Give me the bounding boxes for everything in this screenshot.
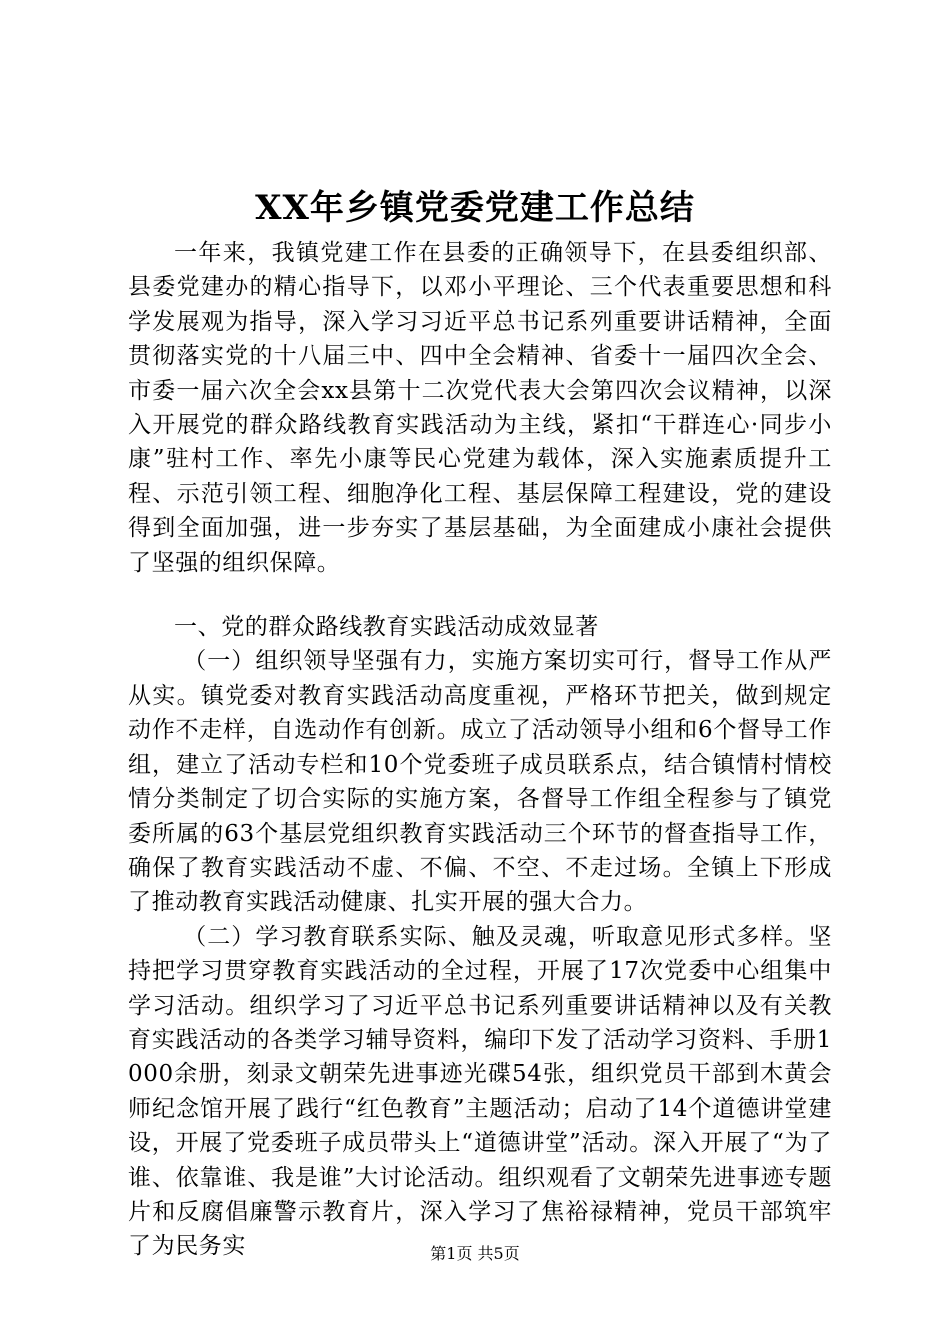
document-title: XX年乡镇党委党建工作总结 bbox=[255, 188, 695, 228]
intro-paragraph: 一年来，我镇党建工作在县委的正确领导下，在县委组织部、县委党建办的精心指导下，以邓小平理论、三个代表重要思想和科学发展观为指导，深入学习习近平总书记系列重要讲话精神，全面贯彻落实党的十八届三中、四中全会精神、省委十一届四次全会、市委一届六次全会xx县第十二次党代表大会第四次会议精神，以深入开展党的群众路线教育实践活动为主线，紧扣“干群连心·同步小康”驻村工作、率先小康等民心党建为载体，深入实施素质提升工程、示范引领工程、细胞净化工程、基层保障工程建设，党的建设得到全面加强，进一步夯实了基层基础，为全面建成小康社会提供了坚强的组织保障。 bbox=[128, 240, 832, 576]
section-heading: 一、党的群众路线教育实践活动成效显著 bbox=[174, 614, 599, 641]
page-number-footer: 第1页 共5页 bbox=[430, 1244, 520, 1263]
section-paragraph-2: （二）学习教育联系实际、触及灵魂，听取意见形式多样。坚持把学习贯穿教育实践活动的全过程，开展了17次党委中心组集中学习活动。组织学习了习近平总书记系列重要讲话精神以及有关教育实践活动的各类学习辅导资料，编印下发了活动学习资料、手册1000余册，刻录文朝荣先进事迹光碟54张，组织党员干部到木黄会师纪念馆开展了践行“红色教育”主题活动；启动了14个道德讲堂建设，开展了党委班子成员带头上“道德讲堂”活动。深入开展了“为了谁、依靠谁、我是谁”大讨论活动。组织观看了文朝荣先进事迹专题片和反腐倡廉警示教育片，深入学习了焦裕禄精神，党员干部筑牢了为民务实 bbox=[128, 923, 832, 1260]
document-body bbox=[128, 236, 832, 1264]
section-paragraph-1: （一）组织领导坚强有力，实施方案切实可行，督导工作从严从实。镇党委对教育实践活动高度重视，严格环节把关，做到规定动作不走样，自选动作有创新。成立了活动领导小组和6个督导工作组，建立了活动专栏和10个党委班子成员联系点，结合镇情村情校情分类制定了切合实际的实施方案，各督导工作组全程参与了镇党委所属的63个基层党组织教育实践活动三个环节的督查指导工作，确保了教育实践活动不虚、不偏、不空、不走过场。全镇上下形成了推动教育实践活动健康、扎实开展的强大合力。 bbox=[128, 648, 832, 916]
